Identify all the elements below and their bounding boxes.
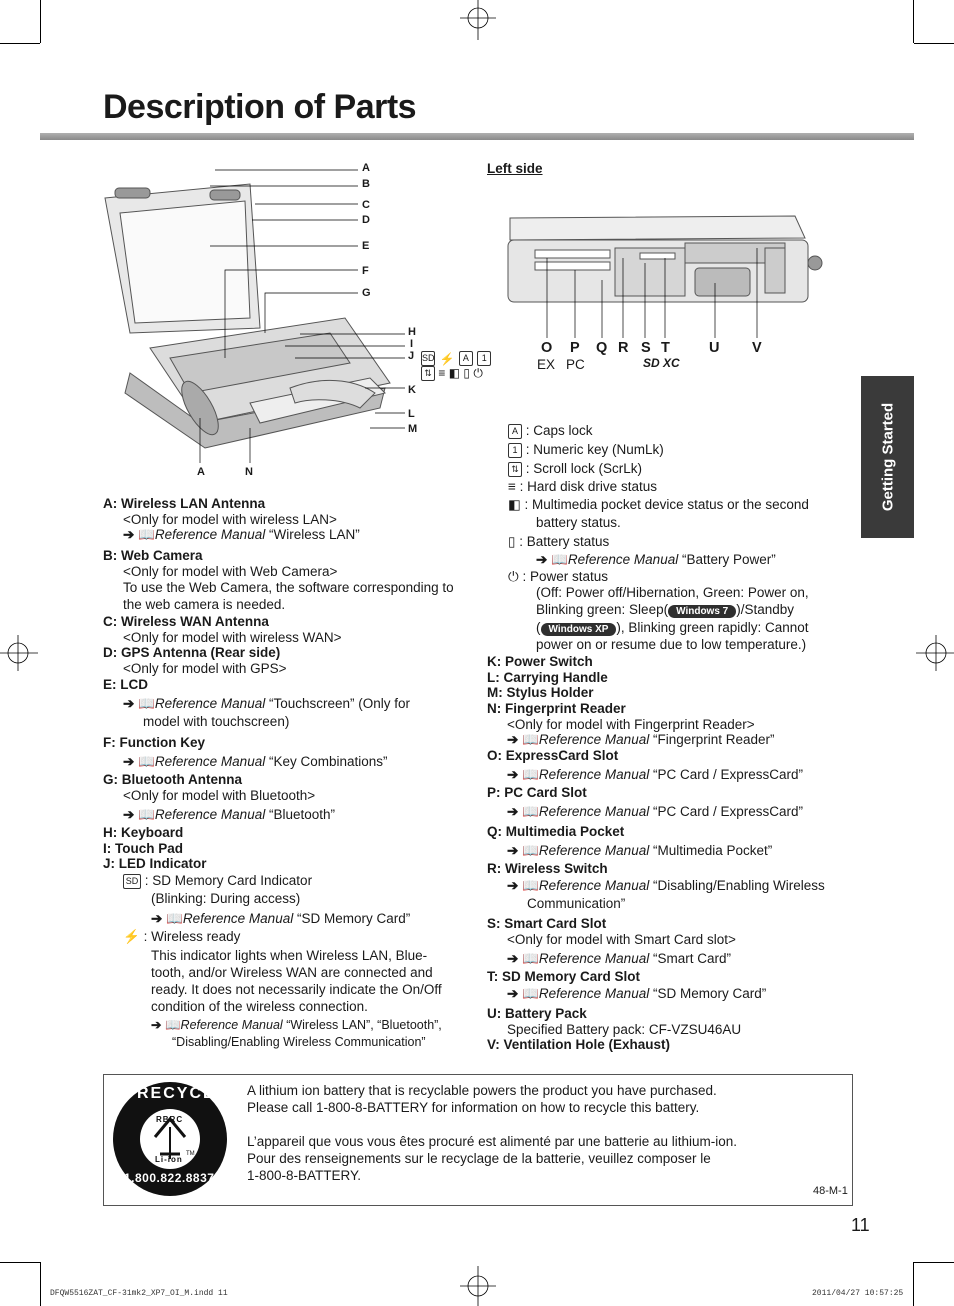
- item-b-note: <Only for model with Web Camera>: [123, 564, 338, 579]
- legend-text: : Numeric key (NumLk): [525, 442, 664, 457]
- ref-topic: “SD Memory Card”: [296, 911, 411, 926]
- item-d-title: D: GPS Antenna (Rear side): [103, 645, 281, 660]
- ref-manual: Reference Manual: [538, 878, 650, 893]
- ref-topic: “SD Memory Card”: [652, 986, 767, 1001]
- item-k-title: K: Power Switch: [487, 654, 593, 669]
- book-icon: 📖: [166, 911, 183, 926]
- legend-power-4: power on or resume due to low temperature.): [536, 637, 807, 652]
- item-c-note: <Only for model with wireless WAN>: [123, 630, 342, 645]
- windows7-badge: Windows 7: [668, 605, 736, 618]
- left-label-s: S: [641, 340, 651, 356]
- item-c-title: C: Wireless WAN Antenna: [103, 614, 269, 629]
- item-n-ref: [507, 731, 775, 748]
- legend-battery: [508, 533, 609, 550]
- ref-topic: “Wireless LAN”: [268, 527, 360, 542]
- legend-text: (: [536, 620, 541, 635]
- item-b-desc-2: the web camera is needed.: [123, 597, 286, 612]
- sd-indicator-icon: SD: [123, 874, 141, 889]
- item-u-note: Specified Battery pack: CF-VZSU46AU: [507, 1022, 742, 1037]
- item-a-ref: [123, 526, 360, 543]
- led-wireless-desc-1: This indicator lights when Wireless LAN, Blue-: [151, 948, 428, 963]
- left-label-t: T: [661, 340, 670, 356]
- crop-mark: [913, 0, 914, 43]
- book-icon: 📖: [522, 732, 539, 747]
- arrow-icon: ➔: [507, 878, 519, 893]
- item-e-title: E: LCD: [103, 677, 148, 692]
- callout-b: B: [362, 178, 370, 190]
- ref-topic: “Battery Power”: [681, 552, 776, 567]
- ref-manual: Reference Manual: [182, 911, 294, 926]
- legend-power-3: [536, 619, 809, 636]
- crop-mark: [0, 1262, 40, 1263]
- led-wireless-ref-cont: “Disabling/Enabling Wireless Communication”: [172, 1035, 426, 1049]
- ref-topic: “Wireless LAN”, “Bluetooth”,: [286, 1018, 442, 1032]
- item-t-title: T: SD Memory Card Slot: [487, 969, 641, 984]
- legend-text: : Battery status: [519, 534, 610, 549]
- item-l-title: L: Carrying Handle: [487, 670, 608, 685]
- callout-j: J: [408, 350, 415, 362]
- multimedia-pocket-icon: ◧: [448, 366, 461, 380]
- item-o-ref: [507, 766, 803, 783]
- ref-manual: Reference Manual: [154, 527, 266, 542]
- item-q-title: Q: Multimedia Pocket: [487, 824, 625, 839]
- footer-timestamp: 2011/04/27 10:57:25: [812, 1289, 904, 1298]
- seal-liion-text: Li-ion: [155, 1155, 183, 1164]
- callout-l: L: [408, 408, 415, 420]
- callout-c: C: [362, 199, 370, 211]
- ref-manual: Reference Manual: [538, 804, 650, 819]
- item-f-ref: [123, 753, 388, 770]
- arrow-icon: ➔: [507, 986, 519, 1001]
- ref-topic: “Smart Card”: [652, 951, 731, 966]
- ref-manual: Reference Manual: [538, 767, 650, 782]
- arrow-icon: ➔: [123, 807, 135, 822]
- ref-topic: “Key Combinations”: [268, 754, 388, 769]
- book-icon: 📖: [138, 696, 155, 711]
- item-d-note: <Only for model with GPS>: [123, 661, 287, 676]
- legend-text: )/Standby: [736, 602, 795, 617]
- ref-manual: Reference Manual: [154, 696, 266, 711]
- numlock-icon: 1: [477, 351, 491, 366]
- book-icon: 📖: [138, 807, 155, 822]
- led-wireless-desc-4: condition of the wireless connection.: [151, 999, 368, 1014]
- arrow-icon: ➔: [123, 696, 135, 711]
- book-icon: 📖: [522, 986, 539, 1001]
- item-f-title: F: Function Key: [103, 735, 205, 750]
- ref-manual: Reference Manual: [538, 986, 650, 1001]
- book-icon: 📖: [522, 767, 539, 782]
- laptop-left-side-illustration: [505, 208, 830, 348]
- seal-top-text: RECYCLE: [137, 1085, 228, 1102]
- registration-mark: [455, 0, 501, 46]
- left-label-u: U: [709, 340, 720, 356]
- seal-tm-text: TM: [186, 1151, 195, 1157]
- crop-mark: [0, 43, 40, 44]
- ref-manual: Reference Manual: [154, 807, 266, 822]
- ref-topic: “Multimedia Pocket”: [652, 843, 773, 858]
- crop-mark: [914, 43, 954, 44]
- wireless-icon: ⚡: [123, 929, 140, 944]
- left-sub-pc: PC: [566, 357, 585, 372]
- arrow-icon: ➔: [507, 804, 519, 819]
- footer-filename: DFQW5516ZAT_CF-31mk2_XP7_OI_M.indd 11: [50, 1289, 228, 1298]
- ref-manual: Reference Manual: [538, 951, 650, 966]
- crop-mark: [913, 1262, 914, 1306]
- recycle-en-1: A lithium ion battery that is recyclable powers the product you have purchased.: [247, 1083, 717, 1098]
- left-label-q: Q: [596, 340, 608, 356]
- legend-text: : Power status: [522, 569, 608, 584]
- arrow-icon: ➔: [151, 1018, 162, 1032]
- ref-manual: Reference Manual: [180, 1018, 283, 1032]
- led-sd-blink: (Blinking: During access): [151, 891, 301, 906]
- laptop-front-illustration: [100, 158, 480, 480]
- item-t-ref: [507, 985, 766, 1002]
- arrow-icon: ➔: [507, 843, 519, 858]
- callout-h: H: [408, 326, 416, 338]
- item-s-note: <Only for model with Smart Card slot>: [507, 932, 736, 947]
- ref-manual: Reference Manual: [567, 552, 679, 567]
- legend-multimedia: [508, 496, 809, 513]
- callout-m: M: [408, 423, 418, 435]
- legend-power: [508, 568, 608, 585]
- numlock-icon: 1: [508, 443, 522, 458]
- book-icon: 📖: [138, 527, 155, 542]
- left-label-p: P: [570, 340, 580, 356]
- item-s-ref: [507, 950, 731, 967]
- item-p-ref: [507, 803, 803, 820]
- book-icon: 📖: [522, 878, 539, 893]
- callout-k: K: [408, 384, 416, 396]
- arrow-icon: ➔: [123, 527, 135, 542]
- battery-icon: ▯: [463, 366, 470, 380]
- book-icon: 📖: [522, 951, 539, 966]
- left-label-r: R: [618, 340, 629, 356]
- led-icon-row-2: [421, 366, 483, 381]
- legend-text: Blinking green: Sleep(: [536, 602, 669, 617]
- item-q-ref: [507, 842, 772, 859]
- caps-lock-icon: A: [459, 351, 473, 366]
- book-icon: 📖: [164, 1018, 181, 1032]
- recycle-en-2: Please call 1-800-8-BATTERY for information on how to recycle this battery.: [247, 1100, 700, 1115]
- led-sd-text: : SD Memory Card Indicator: [144, 873, 313, 888]
- callout-f: F: [362, 265, 369, 277]
- legend-multimedia-cont: battery status.: [536, 515, 621, 530]
- legend-text: : Scroll lock (ScrLk): [525, 461, 643, 476]
- legend-battery-ref: [536, 551, 776, 568]
- left-side-heading: Left side: [487, 161, 543, 176]
- recycle-notice: [103, 1074, 853, 1206]
- left-label-o: O: [541, 340, 553, 356]
- arrow-icon: ➔: [507, 767, 519, 782]
- battery-icon: ▯: [508, 534, 516, 549]
- registration-mark: [914, 630, 954, 676]
- legend-text: : Multimedia pocket device status or the second: [524, 497, 809, 512]
- legend-numlock: [508, 441, 664, 458]
- ref-manual: Reference Manual: [538, 732, 650, 747]
- power-icon: ⏻: [473, 366, 483, 380]
- item-e-cont: model with touchscreen): [143, 714, 290, 729]
- item-m-title: M: Stylus Holder: [487, 685, 594, 700]
- item-a-note: <Only for model with wireless LAN>: [123, 512, 337, 527]
- crop-mark: [914, 1262, 954, 1263]
- ref-manual: Reference Manual: [154, 754, 266, 769]
- arrow-icon: ➔: [536, 552, 548, 567]
- seal-rbrc-text: RBRC: [156, 1115, 184, 1124]
- ref-topic: “Disabling/Enabling Wireless: [652, 878, 825, 893]
- item-r-ref: [507, 877, 825, 894]
- recycle-fr-1: L’appareil que vous vous êtes procuré est alimenté par une batterie au lithium-ion.: [247, 1134, 738, 1149]
- item-s-title: S: Smart Card Slot: [487, 916, 607, 931]
- hdd-icon: ≡: [508, 479, 516, 494]
- legend-scrolllock: [508, 460, 642, 477]
- title-rule: [40, 133, 914, 140]
- item-b-desc-1: To use the Web Camera, the software corresponding to: [123, 580, 454, 595]
- ref-topic: “Fingerprint Reader”: [652, 732, 775, 747]
- arrow-icon: ➔: [507, 951, 519, 966]
- led-wireless-ref: [151, 1017, 442, 1034]
- legend-caps: [508, 422, 593, 439]
- ref-manual: Reference Manual: [538, 843, 650, 858]
- callout-d: D: [362, 214, 370, 226]
- section-tab-label: Getting Started: [879, 402, 896, 512]
- item-u-title: U: Battery Pack: [487, 1006, 587, 1021]
- legend-hdd: [508, 478, 657, 495]
- item-r-title: R: Wireless Switch: [487, 861, 608, 876]
- item-g-ref: [123, 806, 335, 823]
- left-label-v: V: [752, 340, 762, 356]
- item-e-ref: [123, 695, 410, 712]
- callout-i: I: [410, 338, 414, 350]
- callout-e: E: [362, 240, 370, 252]
- book-icon: 📖: [522, 843, 539, 858]
- crop-mark: [40, 0, 41, 43]
- registration-mark: [0, 630, 40, 676]
- item-o-title: O: ExpressCard Slot: [487, 748, 619, 763]
- item-p-title: P: PC Card Slot: [487, 785, 587, 800]
- item-a-title: A: Wireless LAN Antenna: [103, 496, 266, 511]
- crop-mark: [40, 1262, 41, 1306]
- callout-n: N: [245, 466, 253, 478]
- document-code: 48-M-1: [813, 1185, 848, 1197]
- item-i-title: I: Touch Pad: [103, 841, 183, 856]
- item-v-title: V: Ventilation Hole (Exhaust): [487, 1037, 671, 1052]
- sd-indicator-icon: SD: [421, 351, 435, 366]
- page-number: 11: [851, 1215, 870, 1235]
- ref-topic: “Bluetooth”: [268, 807, 336, 822]
- scroll-lock-icon: ⇅: [421, 366, 435, 381]
- callout-a: A: [362, 162, 370, 174]
- legend-text: : Caps lock: [525, 423, 593, 438]
- item-b-title: B: Web Camera: [103, 548, 203, 563]
- legend-text: : Hard disk drive status: [519, 479, 657, 494]
- ref-topic: “Touchscreen” (Only for: [268, 696, 411, 711]
- left-sub-ex: EX: [537, 357, 556, 372]
- hdd-icon: ≡: [438, 366, 446, 380]
- item-g-title: G: Bluetooth Antenna: [103, 772, 242, 787]
- item-n-title: N: Fingerprint Reader: [487, 701, 626, 716]
- item-j-title: J: LED Indicator: [103, 856, 207, 871]
- item-n-note: <Only for model with Fingerprint Reader>: [507, 717, 755, 732]
- section-tab: [861, 376, 914, 538]
- recycle-fr-3: 1-800-8-BATTERY.: [247, 1168, 362, 1183]
- registration-mark: [455, 1262, 501, 1306]
- seal-bottom-text: 1.800.822.8837: [124, 1171, 215, 1185]
- recycle-fr-2: Pour des renseignements sur le recyclage de la batterie, veuillez composer le: [247, 1151, 711, 1166]
- ref-topic: “PC Card / ExpressCard”: [652, 767, 804, 782]
- callout-a-bottom: A: [197, 466, 205, 478]
- wireless-icon: ⚡: [439, 352, 455, 366]
- item-g-note: <Only for model with Bluetooth>: [123, 788, 316, 803]
- sdxc-logo: SD XC: [643, 356, 680, 370]
- item-h-title: H: Keyboard: [103, 825, 184, 840]
- led-wireless-desc-2: tooth, and/or Wireless WAN are connected and: [151, 965, 433, 980]
- item-r-ref-cont: Communication”: [527, 896, 626, 911]
- book-icon: 📖: [522, 804, 539, 819]
- power-icon: ⏻: [508, 569, 519, 584]
- legend-power-2: [536, 601, 794, 618]
- led-sd-line: [123, 872, 312, 889]
- book-icon: 📖: [551, 552, 568, 567]
- arrow-icon: ➔: [507, 732, 519, 747]
- led-wireless-desc-3: ready. It does not necessarily indicate the On/Off: [151, 982, 442, 997]
- page-title: Description of Parts: [103, 88, 417, 126]
- book-icon: 📖: [138, 754, 155, 769]
- scroll-lock-icon: ⇅: [508, 462, 522, 477]
- arrow-icon: ➔: [151, 911, 163, 926]
- windowsxp-badge: Windows XP: [541, 623, 617, 636]
- led-sd-ref: [151, 910, 410, 927]
- arrow-icon: ➔: [123, 754, 135, 769]
- legend-power-1: (Off: Power off/Hibernation, Green: Power on,: [536, 585, 809, 600]
- led-wireless-text: : Wireless ready: [143, 929, 241, 944]
- legend-text: ), Blinking green rapidly: Cannot: [616, 620, 809, 635]
- ref-topic: “PC Card / ExpressCard”: [652, 804, 804, 819]
- caps-lock-icon: A: [508, 424, 522, 439]
- callout-g: G: [362, 287, 371, 299]
- multimedia-pocket-icon: ◧: [508, 497, 521, 512]
- led-wireless-line: [123, 928, 240, 945]
